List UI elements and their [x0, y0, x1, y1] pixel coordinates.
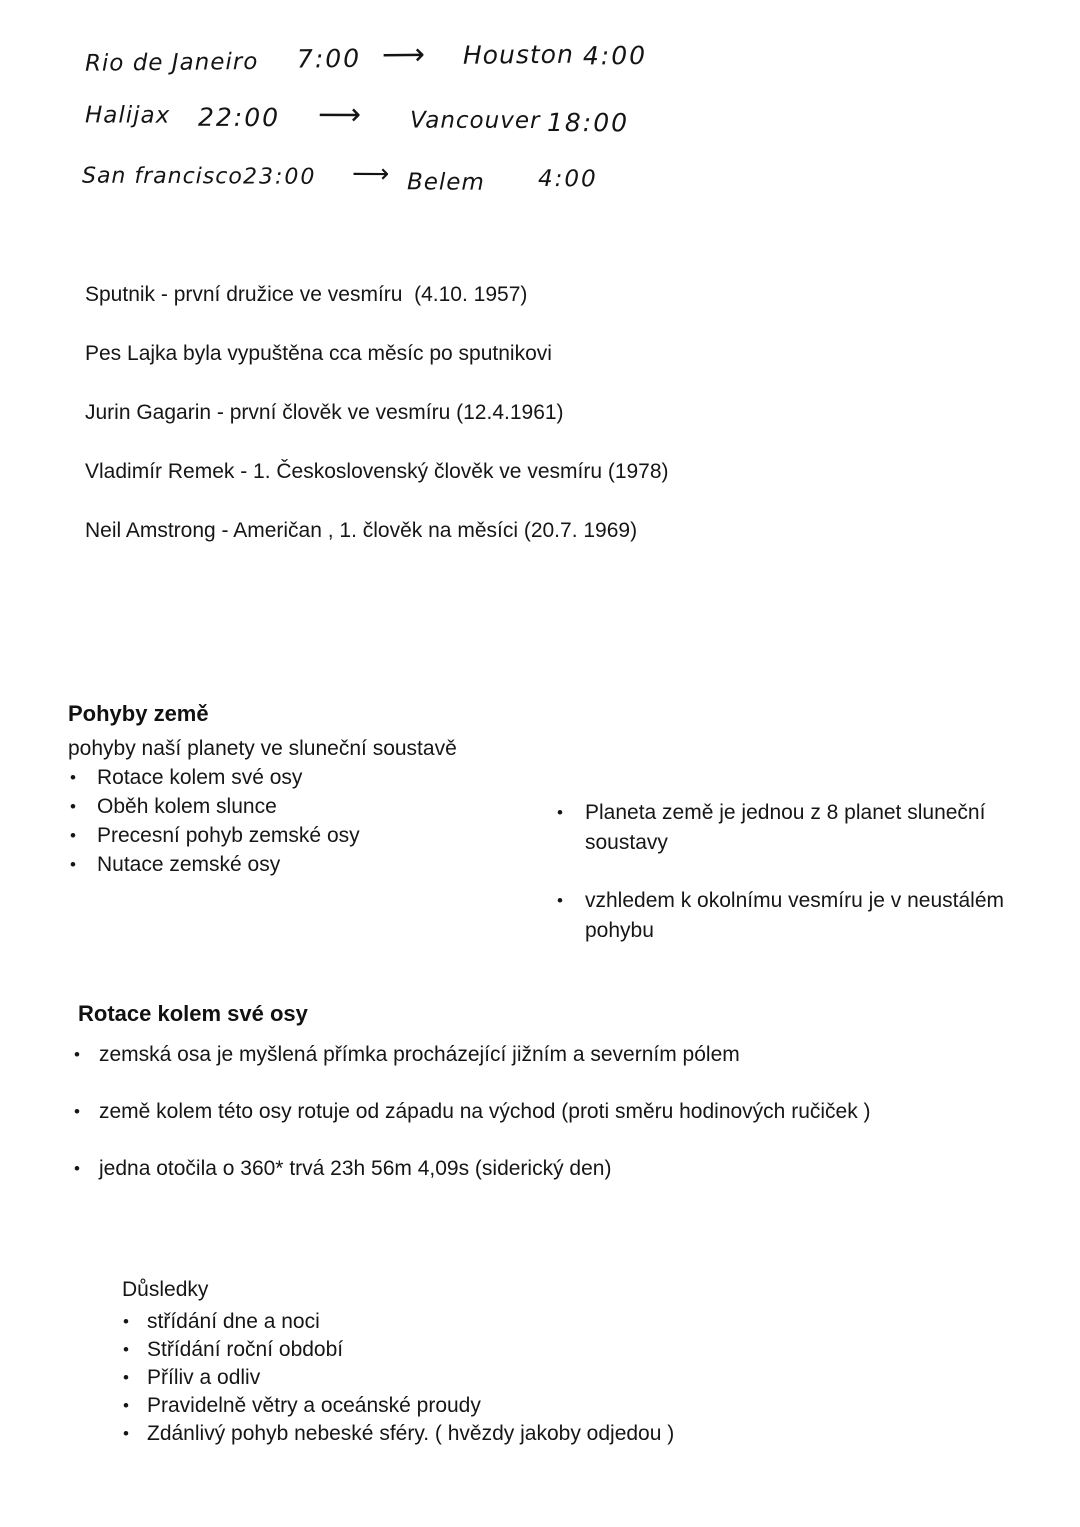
pohyby-subtitle: pohyby naší planety ve sluneční soustavě: [68, 737, 457, 760]
city-to: Houston: [462, 39, 574, 70]
bullet-icon: •: [70, 768, 76, 787]
bullet-item: [68, 821, 457, 850]
bullet-text: jedna otočila o 360* trvá 23h 56m 4,09s (siderický den): [99, 1157, 612, 1180]
bullet-icon: •: [74, 1102, 80, 1121]
bullet-item: [555, 798, 1055, 858]
bullet-icon: •: [557, 803, 563, 822]
arrow-right-icon: ⟶: [351, 159, 390, 190]
dusledky-heading: Důsledky: [122, 1278, 209, 1301]
time-to: 18:00: [546, 108, 630, 138]
bullet-item: [120, 1420, 674, 1448]
bullet-icon: •: [70, 826, 76, 845]
rotace-section: [72, 1002, 909, 1211]
city-to: Vancouver: [409, 107, 541, 135]
section-heading-rotace: Rotace kolem své osy: [78, 1001, 308, 1026]
bullet-text: zemská osa je myšlená přímka procházející jižním a severním pólem: [99, 1043, 740, 1066]
bullet-item: [72, 1154, 909, 1183]
city-from: Halijax: [84, 102, 171, 129]
bullet-icon: •: [123, 1368, 129, 1387]
bullet-text: Pravidelně větry a oceánské proudy: [147, 1394, 481, 1417]
time-from: 23:00: [242, 164, 317, 190]
time-to: 4:00: [537, 165, 598, 193]
bullet-text: Oběh kolem slunce: [97, 795, 277, 818]
history-line: Neil Amstrong - Američan , 1. člověk na měsíci (20.7. 1969): [85, 519, 638, 542]
history-line: Sputnik - první družice ve vesmíru (4.10. 1957): [85, 283, 528, 306]
history-line: Vladimír Remek - 1. Československý člověk ve vesmíru (1978): [85, 460, 669, 483]
history-line: Pes Lajka byla vypuštěna cca měsíc po sputnikovi: [85, 342, 552, 365]
timezone-note-row: [0, 155, 1080, 209]
bullet-text: Střídání roční období: [147, 1338, 344, 1361]
city-to: Belem: [406, 169, 485, 196]
timezone-note-row: [0, 32, 1080, 91]
bullet-item: [68, 763, 457, 792]
bullet-item: [68, 792, 457, 821]
dusledky-section: [120, 1278, 674, 1448]
city-from: San francisco: [81, 163, 243, 190]
history-line: Jurin Gagarin - první člověk ve vesmíru (12.4.1961): [85, 401, 564, 424]
bullet-text: země kolem této osy rotuje od západu na východ (proti směru hodinových ručiček ): [99, 1100, 871, 1123]
pohyby-zeme-section: [68, 702, 457, 879]
space-history-section: [85, 283, 669, 578]
bullet-icon: •: [123, 1424, 129, 1443]
bullet-icon: •: [123, 1312, 129, 1331]
bullet-text: Rotace kolem své osy: [97, 766, 303, 789]
bullet-text: Planeta země je jednou z 8 planet sluneční soustavy: [585, 801, 986, 854]
timezone-note-row: [0, 96, 1080, 148]
bullet-item: [120, 1308, 674, 1336]
bullet-icon: •: [123, 1340, 129, 1359]
bullet-text: Precesní pohyb zemské osy: [97, 824, 360, 847]
time-from: 22:00: [197, 102, 281, 133]
bullet-item: [68, 850, 457, 879]
bullet-text: Zdánlivý pohyb nebeské sféry. ( hvězdy jakoby odjedou ): [147, 1422, 675, 1445]
section-heading-pohyby-zeme: Pohyby země: [68, 701, 209, 726]
bullet-icon: •: [70, 797, 76, 816]
arrow-right-icon: ⟶: [317, 97, 362, 133]
time-from: 7:00: [296, 43, 362, 74]
arrow-right-icon: ⟶: [381, 37, 426, 73]
time-to: 4:00: [582, 40, 648, 71]
bullet-item: [120, 1392, 674, 1420]
bullet-icon: •: [70, 855, 76, 874]
bullet-item: [72, 1040, 909, 1069]
bullet-icon: •: [74, 1159, 80, 1178]
planet-facts-column: [555, 798, 1055, 974]
bullet-item: [120, 1336, 674, 1364]
bullet-item: [120, 1364, 674, 1392]
bullet-text: střídání dne a noci: [147, 1310, 320, 1333]
bullet-text: vzhledem k okolnímu vesmíru je v neustálém pohybu: [585, 889, 1005, 942]
bullet-icon: •: [557, 891, 563, 910]
bullet-icon: •: [123, 1396, 129, 1415]
bullet-text: Příliv a odliv: [147, 1366, 261, 1389]
bullet-item: [72, 1097, 909, 1126]
bullet-icon: •: [74, 1045, 80, 1064]
city-from: Rio de Janeiro: [84, 48, 259, 77]
bullet-item: [555, 886, 1055, 946]
bullet-text: Nutace zemské osy: [97, 853, 281, 876]
